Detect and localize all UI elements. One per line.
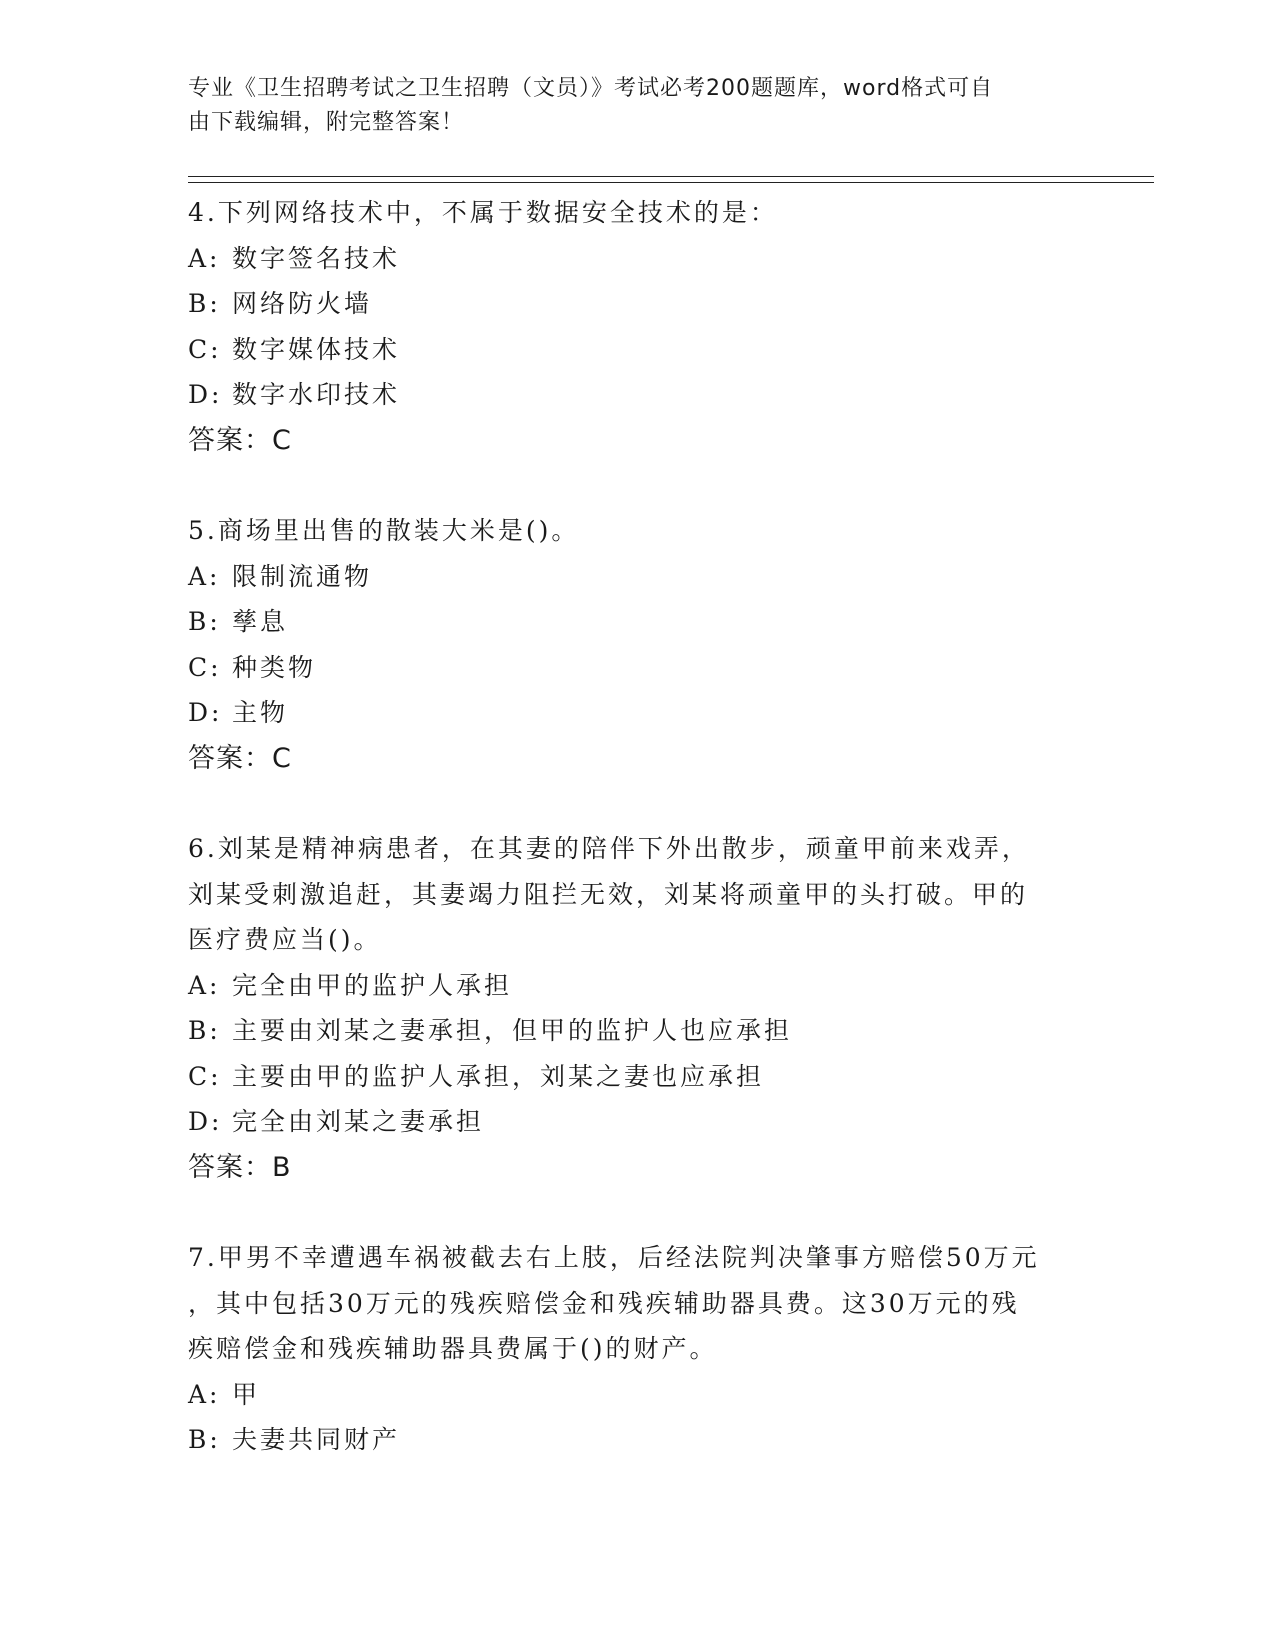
option-c bbox=[188, 1054, 1088, 1100]
option-text: 网络防火墙 bbox=[232, 289, 373, 318]
option-a bbox=[188, 963, 1088, 1009]
option-text: 甲 bbox=[232, 1379, 261, 1409]
question-stem-line: 7.甲男不幸遭遇车祸被截去右上肢，后经法院判决肇事方赔偿50万元 bbox=[188, 1243, 1040, 1272]
option-letter: D: bbox=[188, 698, 223, 727]
answer-line: 答案：B bbox=[188, 1151, 292, 1183]
option-b bbox=[188, 599, 1088, 645]
option-text: 主要由甲的监护人承担，刘某之妻也应承担 bbox=[232, 1061, 765, 1091]
option-letter: B: bbox=[188, 1016, 221, 1045]
question-7 bbox=[188, 1235, 1088, 1463]
option-d bbox=[188, 690, 1088, 736]
option-a bbox=[188, 236, 1088, 282]
option-b bbox=[188, 1417, 1088, 1463]
header-divider-top bbox=[188, 176, 1154, 177]
answer-line: 答案：C bbox=[188, 424, 292, 456]
answer-line: 答案：C bbox=[188, 742, 292, 774]
option-d bbox=[188, 1099, 1088, 1145]
option-b bbox=[188, 281, 1088, 327]
option-letter: A: bbox=[188, 1379, 221, 1409]
option-text: 夫妻共同财产 bbox=[232, 1425, 401, 1454]
option-a bbox=[188, 1372, 1088, 1418]
question-stem-line: 疾赔偿金和残疾辅助器具费属于()的财产。 bbox=[188, 1334, 718, 1363]
question-stem-line: 医疗费应当()。 bbox=[188, 925, 382, 954]
question-5 bbox=[188, 508, 1088, 781]
option-text: 完全由刘某之妻承担 bbox=[232, 1107, 485, 1136]
header-line-1: 专业《卫生招聘考试之卫生招聘（文员）》考试必考200题题库，word格式可自 bbox=[188, 76, 994, 101]
option-letter: B: bbox=[188, 607, 221, 636]
option-letter: A: bbox=[188, 561, 221, 591]
question-stem-line: 5.商场里出售的散装大米是()。 bbox=[188, 516, 580, 545]
document-header bbox=[188, 72, 1088, 140]
option-text: 限制流通物 bbox=[232, 561, 373, 591]
option-text: 完全由甲的监护人承担 bbox=[232, 970, 513, 1000]
option-letter: B: bbox=[188, 289, 221, 318]
question-4 bbox=[188, 190, 1088, 463]
option-text: 种类物 bbox=[232, 652, 317, 682]
question-stem-line: 4.下列网络技术中，不属于数据安全技术的是： bbox=[188, 198, 778, 227]
option-letter: A: bbox=[188, 970, 221, 1000]
option-letter: C: bbox=[188, 1061, 222, 1091]
option-letter: C: bbox=[188, 334, 222, 364]
option-text: 数字媒体技术 bbox=[232, 334, 401, 364]
option-letter: C: bbox=[188, 652, 222, 682]
option-text: 孳息 bbox=[232, 607, 289, 636]
question-list bbox=[188, 190, 1088, 1463]
option-letter: D: bbox=[188, 380, 223, 409]
option-text: 数字水印技术 bbox=[232, 380, 401, 409]
option-text: 数字签名技术 bbox=[232, 243, 401, 273]
option-letter: B: bbox=[188, 1425, 221, 1454]
header-divider-bottom bbox=[188, 182, 1154, 183]
question-6 bbox=[188, 826, 1088, 1190]
question-stem-line: 刘某受刺激追赶，其妻竭力阻拦无效，刘某将顽童甲的头打破。甲的 bbox=[188, 879, 1029, 909]
option-letter: D: bbox=[188, 1107, 223, 1136]
header-line-2: 由下载编辑，附完整答案！ bbox=[188, 110, 465, 135]
option-c bbox=[188, 645, 1088, 691]
option-letter: A: bbox=[188, 243, 221, 273]
option-text: 主物 bbox=[232, 698, 289, 727]
question-stem-line: ，其中包括30万元的残疾赔偿金和残疾辅助器具费。这30万元的残 bbox=[188, 1288, 1020, 1318]
option-d bbox=[188, 372, 1088, 418]
option-text: 主要由刘某之妻承担，但甲的监护人也应承担 bbox=[232, 1016, 793, 1045]
option-a bbox=[188, 554, 1088, 600]
option-c bbox=[188, 327, 1088, 373]
option-b bbox=[188, 1008, 1088, 1054]
question-stem-line: 6.刘某是精神病患者，在其妻的陪伴下外出散步，顽童甲前来戏弄， bbox=[188, 834, 1030, 863]
